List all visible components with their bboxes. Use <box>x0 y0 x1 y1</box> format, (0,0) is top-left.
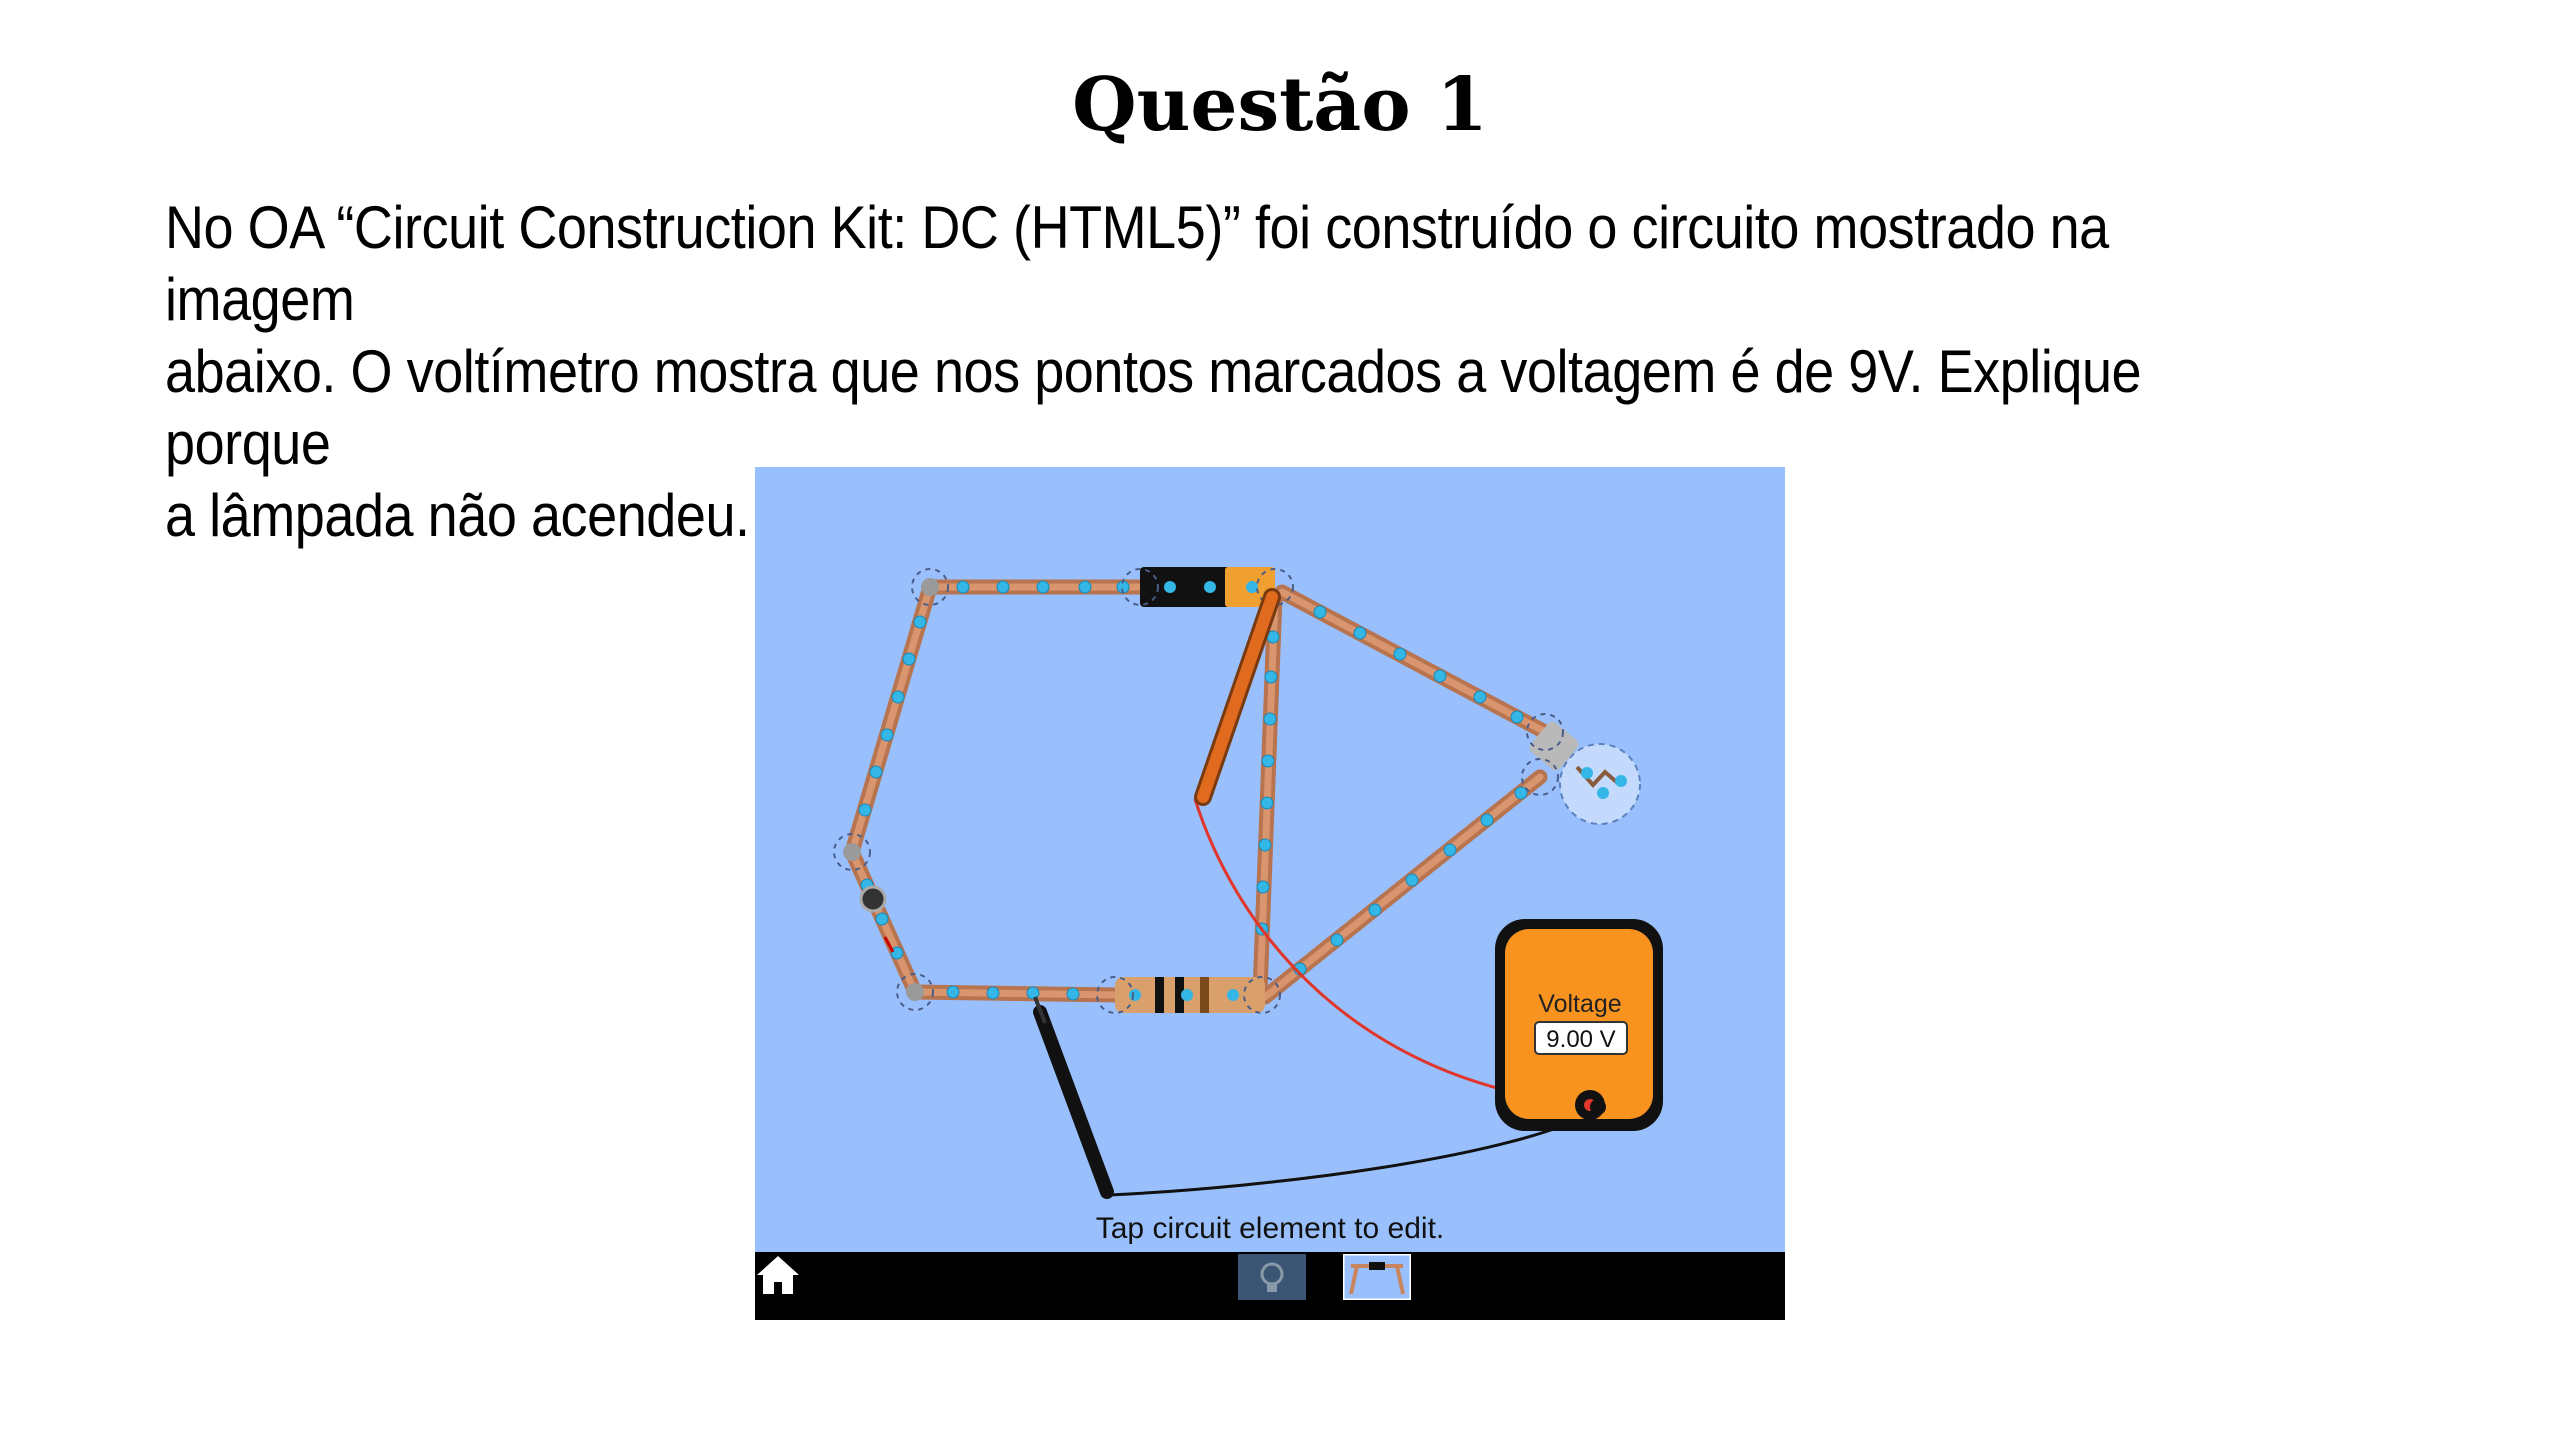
voltmeter[interactable] <box>1495 919 1663 1131</box>
battery[interactable] <box>1140 567 1275 607</box>
slide-title: Questão 1 <box>1072 62 1488 148</box>
lab-screen-icon <box>1343 1254 1411 1300</box>
navigation-bar <box>755 1252 1785 1320</box>
question-line: a lâmpada não acendeu. <box>165 482 750 549</box>
intro-screen-icon <box>1238 1254 1306 1300</box>
voltmeter-reading: 9.00 V <box>1546 1026 1616 1053</box>
circuit-simulation-screenshot <box>755 467 1785 1320</box>
screen-button-intro[interactable] <box>1238 1254 1306 1318</box>
question-line: abaixo. O voltímetro mostra que nos pontos marcados a voltagem é de 9V. Explique porque <box>165 338 2142 477</box>
screen-button-lab[interactable] <box>1343 1254 1411 1318</box>
resistor[interactable] <box>1115 977 1265 1013</box>
home-icon[interactable] <box>755 1252 801 1296</box>
question-line: No OA “Circuit Construction Kit: DC (HTML5)” foi construído o circuito mostrado na imagem <box>165 194 2109 333</box>
voltmeter-label: Voltage <box>1538 990 1622 1018</box>
circuit-canvas <box>755 467 1785 1252</box>
black-probe[interactable] <box>1035 997 1107 1192</box>
status-message: Tap circuit element to edit. <box>1095 1212 1445 1245</box>
electrons <box>859 581 1527 1000</box>
